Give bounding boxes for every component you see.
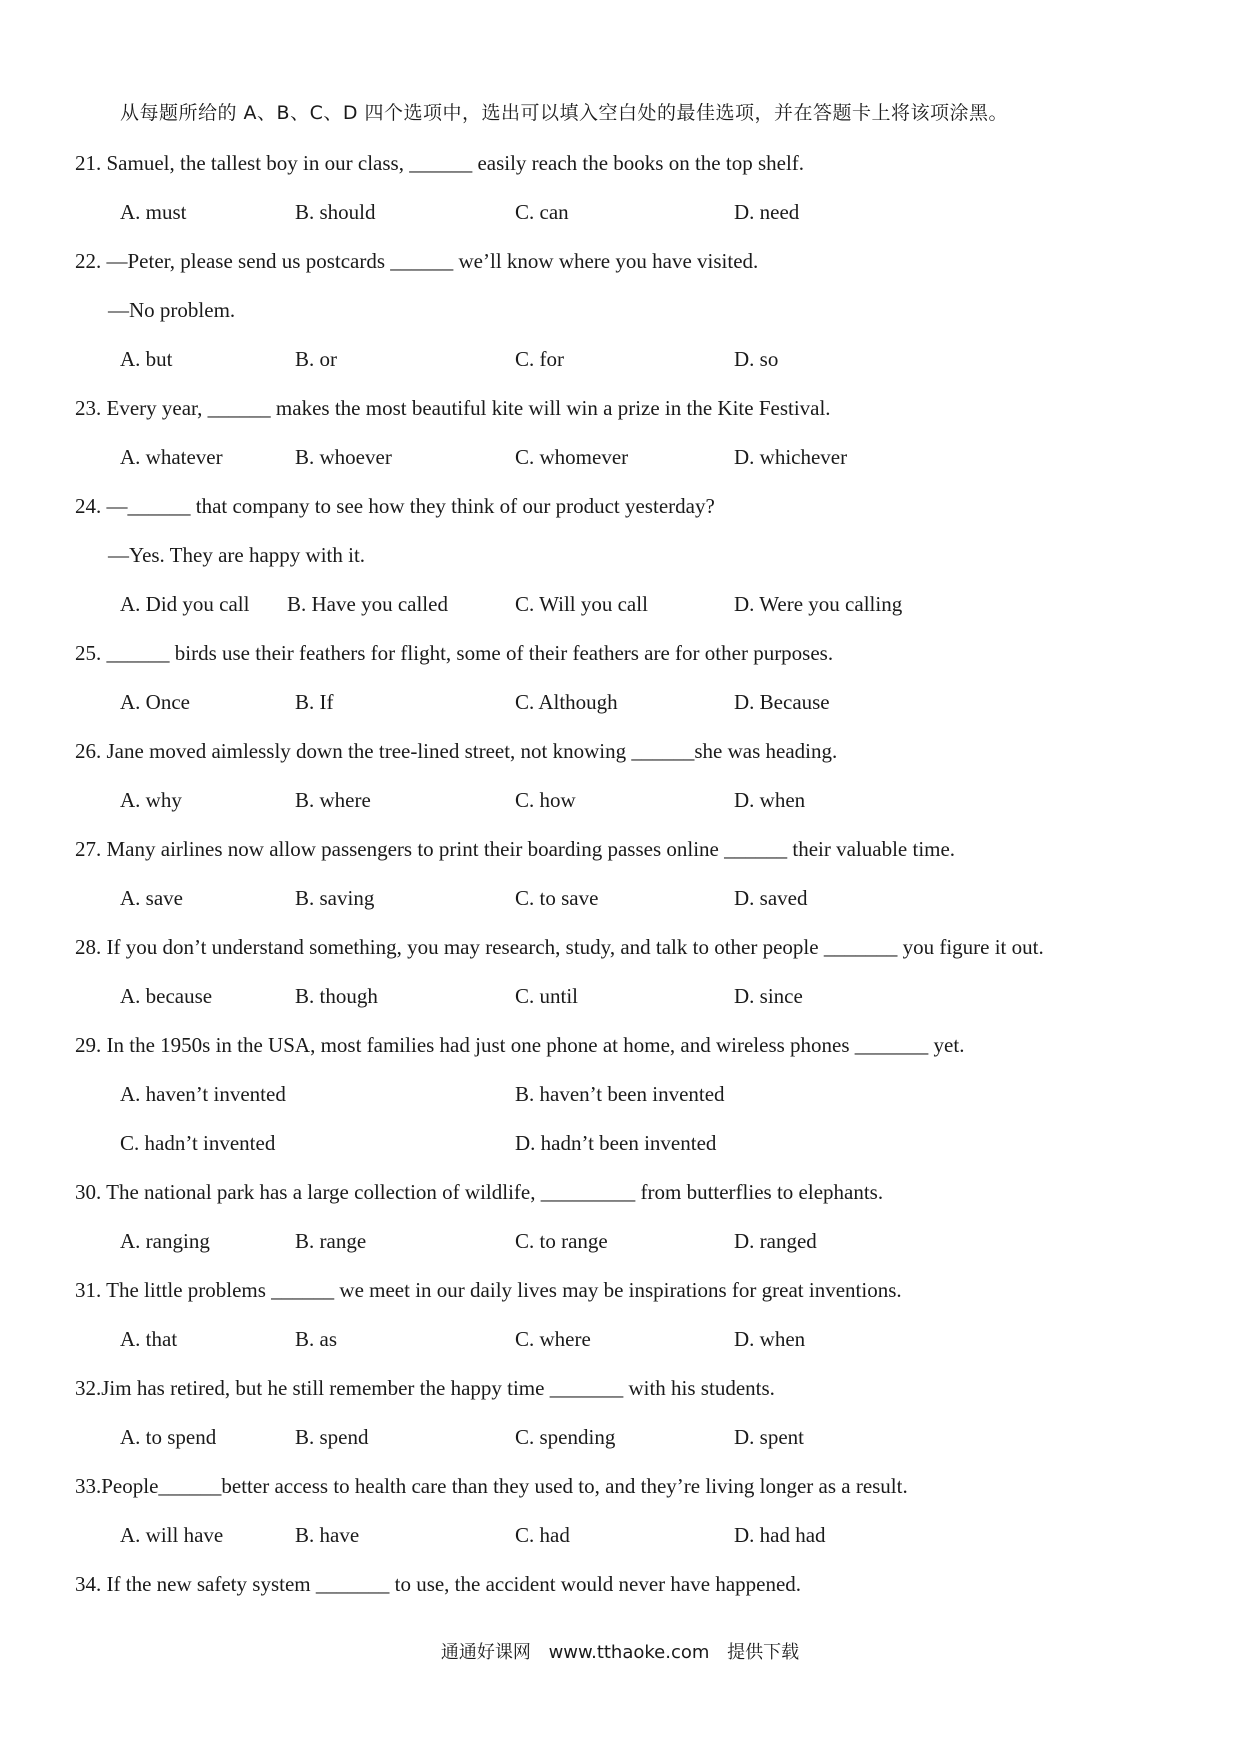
- option-b: B. have: [295, 1523, 360, 1547]
- option-a: A. ranging: [120, 1229, 210, 1253]
- option-row: [75, 881, 1195, 930]
- option-c: C. can: [515, 200, 569, 224]
- option-row: [75, 342, 1195, 391]
- option-d: D. whichever: [734, 445, 848, 469]
- option-d: D. ranged: [734, 1229, 817, 1253]
- option-d: D. need: [734, 200, 800, 224]
- option-c: C. Although: [515, 690, 618, 714]
- option-d: D. so: [734, 347, 779, 371]
- option-row: [75, 1518, 1195, 1567]
- option-c: C. until: [515, 984, 579, 1008]
- option-d: D. spent: [734, 1425, 804, 1449]
- option-b: B. haven’t been invented: [515, 1082, 725, 1106]
- question-stem: 22. —Peter, please send us postcards ______ we’ll know where you have visited.: [75, 249, 759, 273]
- option-b: B. should: [295, 200, 376, 224]
- dialogue-reply: —No problem.: [108, 298, 236, 322]
- option-c: C. for: [515, 347, 564, 371]
- option-d: D. Were you calling: [734, 592, 903, 616]
- question-stem: 21. Samuel, the tallest boy in our class, ______ easily reach the books on the top shelf.: [75, 151, 805, 175]
- option-d: D. since: [734, 984, 803, 1008]
- option-c: C. spending: [515, 1425, 616, 1449]
- option-row: [75, 1224, 1195, 1273]
- option-d: D. hadn’t been invented: [515, 1131, 717, 1155]
- question-stem: 27. Many airlines now allow passengers to print their boarding passes online ______ their valuable time.: [75, 837, 956, 861]
- option-row: [75, 1420, 1195, 1469]
- option-row: [75, 195, 1195, 244]
- option-d: D. when: [734, 788, 806, 812]
- question-stem: 30. The national park has a large collection of wildlife, _________ from butterflies to elephants.: [75, 1180, 884, 1204]
- option-b: B. though: [295, 984, 378, 1008]
- option-d: D. Because: [734, 690, 830, 714]
- option-c: C. hadn’t invented: [120, 1131, 276, 1155]
- question-stem: 31. The little problems ______ we meet in our daily lives may be inspirations for great inventions.: [75, 1278, 902, 1302]
- option-row: [75, 979, 1195, 1028]
- page-footer: [0, 1638, 1240, 1664]
- option-row: [75, 1322, 1195, 1371]
- footer-suffix: 提供下载: [727, 1642, 800, 1663]
- option-b: B. whoever: [295, 445, 392, 469]
- option-row: [75, 587, 1195, 636]
- option-c: C. how: [515, 788, 576, 812]
- option-b: B. or: [295, 347, 337, 371]
- option-b: B. spend: [295, 1425, 369, 1449]
- footer-url: www.tthaoke.com: [548, 1642, 710, 1663]
- option-a: A. save: [120, 886, 183, 910]
- option-b: B. Have you called: [287, 592, 448, 616]
- option-a: A. because: [120, 984, 213, 1008]
- question-stem: 23. Every year, ______ makes the most beautiful kite will win a prize in the Kite Festival.: [75, 396, 831, 420]
- question-stem: 28. If you don’t understand something, you may research, study, and talk to other people _______ you figure it out.: [75, 935, 1044, 959]
- option-d: D. when: [734, 1327, 806, 1351]
- question-stem: 34. If the new safety system _______ to use, the accident would never have happened.: [75, 1572, 802, 1596]
- option-a: A. must: [120, 200, 187, 224]
- option-a: A. that: [120, 1327, 178, 1351]
- section-instructions: 从每题所给的 A、B、C、D 四个选项中，选出可以填入空白处的最佳选项，并在答题卡上将该项涂黑。: [120, 102, 1009, 124]
- option-b: B. saving: [295, 886, 375, 910]
- option-b: B. range: [295, 1229, 367, 1253]
- option-c: C. to range: [515, 1229, 608, 1253]
- question-stem: 33.People______better access to health care than they used to, and they’re living longer as a result.: [75, 1474, 908, 1498]
- question-stem: 26. Jane moved aimlessly down the tree-lined street, not knowing ______she was heading.: [75, 739, 838, 763]
- option-row: [75, 1126, 1195, 1175]
- option-a: A. haven’t invented: [120, 1082, 286, 1106]
- option-row: [75, 783, 1195, 832]
- question-stem: 24. —______ that company to see how they think of our product yesterday?: [75, 494, 715, 518]
- option-b: B. as: [295, 1327, 337, 1351]
- option-c: C. Will you call: [515, 592, 648, 616]
- footer-site-name: 通通好课网: [440, 1642, 531, 1663]
- option-row: [75, 440, 1195, 489]
- question-stem: 29. In the 1950s in the USA, most families had just one phone at home, and wireless phones _______ yet.: [75, 1033, 965, 1057]
- option-a: A. but: [120, 347, 173, 371]
- option-a: A. Did you call: [120, 592, 250, 616]
- option-b: B. If: [295, 690, 334, 714]
- option-a: A. will have: [120, 1523, 224, 1547]
- option-d: D. saved: [734, 886, 808, 910]
- option-c: C. whomever: [515, 445, 629, 469]
- option-c: C. where: [515, 1327, 591, 1351]
- option-row: [75, 1077, 1195, 1126]
- option-b: B. where: [295, 788, 371, 812]
- option-d: D. had had: [734, 1523, 826, 1547]
- option-c: C. had: [515, 1523, 570, 1547]
- option-a: A. why: [120, 788, 182, 812]
- option-c: C. to save: [515, 886, 599, 910]
- option-a: A. Once: [120, 690, 190, 714]
- option-row: [75, 685, 1195, 734]
- question-list: [75, 146, 1195, 1616]
- option-a: A. whatever: [120, 445, 223, 469]
- dialogue-reply: —Yes. They are happy with it.: [108, 543, 366, 567]
- question-stem: 25. ______ birds use their feathers for flight, some of their feathers are for other purposes.: [75, 641, 834, 665]
- option-a: A. to spend: [120, 1425, 217, 1449]
- question-stem: 32.Jim has retired, but he still remember the happy time _______ with his students.: [75, 1376, 775, 1400]
